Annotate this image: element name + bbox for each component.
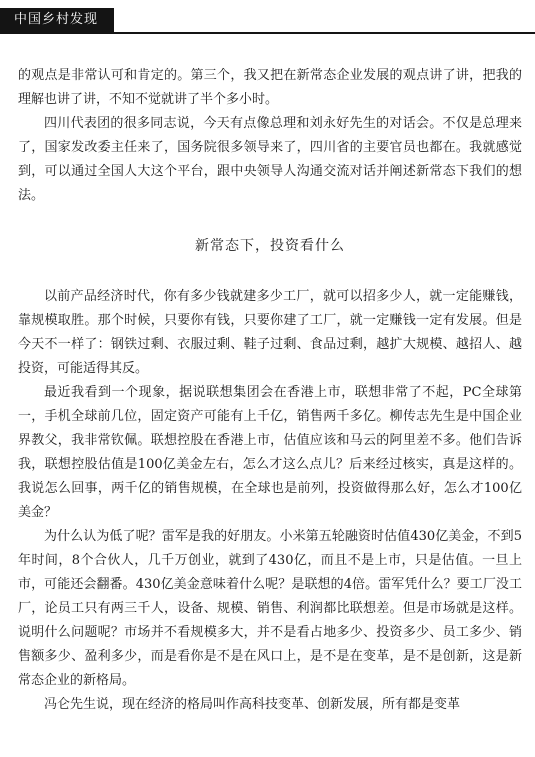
paragraph: 以前产品经济时代，你有多少钱就建多少工厂，就可以招多少人，就一定能赚钱，靠规模取胜。那个时候，只要你有钱，只要你建了工厂，就一定赚钱一定有发展。但是今天不一样了：钢铁过剩、衣服过剩、鞋子过剩、食品过剩，越扩大规模、越招人、越投资，可能适得其反。 [18,289,522,376]
paragraph: 最近我看到一个现象，据说联想集团会在香港上市，联想非常了不起，PC全球第一，手机全球前几位，固定资产可能有上千亿，销售两千多亿。柳传志先生是中国企业界教父，我非常钦佩。联想控股在香港上市，估值应该和马云的阿里差不多。他们告诉我，联想控股估值是100亿美金左右，怎么才这么点儿？后来经过核实，真是这样的。我说怎么回事，两千亿的销售规模，在全球也是前列，投资做得那么好，怎么才100亿美金？ [18,385,522,520]
paragraph: 四川代表团的很多同志说，今天有点像总理和刘永好先生的对话会。不仅是总理来了，国家发改委主任来了，国务院很多领导来了，四川省的主要官员也都在。我就感觉到，可以通过全国人大这个平台，跟中央领导人沟通交流对话并阐述新常态下我们的想法。 [18,116,522,203]
header-title: 中国乡村发现 [14,12,99,27]
section-header-tab [0,8,114,32]
article-body [18,64,522,717]
paragraph: 的观点是非常认可和肯定的。第三个，我又把在新常态企业发展的观点讲了讲，把我的理解也讲了讲，不知不觉就讲了半个多小时。 [18,68,522,107]
paragraph: 为什么认为低了呢？雷军是我的好朋友。小米第五轮融资时估值430亿美金，不到5年时间，8个合伙人，几千万创业，就到了430亿，而且不是上市，只是估值。一旦上市，可能还会翻番。430亿美金意味着什么呢？是联想的4倍。雷军凭什么？要工厂没工厂，论员工只有两三千人，设备、规模、销售、利润都比联想差。但是市场就是这样。说明什么问题呢？市场并不看规模多大，并不是看占地多少、投资多少、员工多少、销售额多少、盈利多少，而是看你是不是在风口上，是不是在变革，是不是创新，这是新常态企业的新格局。 [18,529,522,688]
header-rule [0,32,535,34]
paragraph: 冯仑先生说，现在经济的格局叫作高科技变革、创新发展，所有都是变革 [44,697,461,712]
section-heading: 新常态下，投资看什么 [195,238,345,254]
